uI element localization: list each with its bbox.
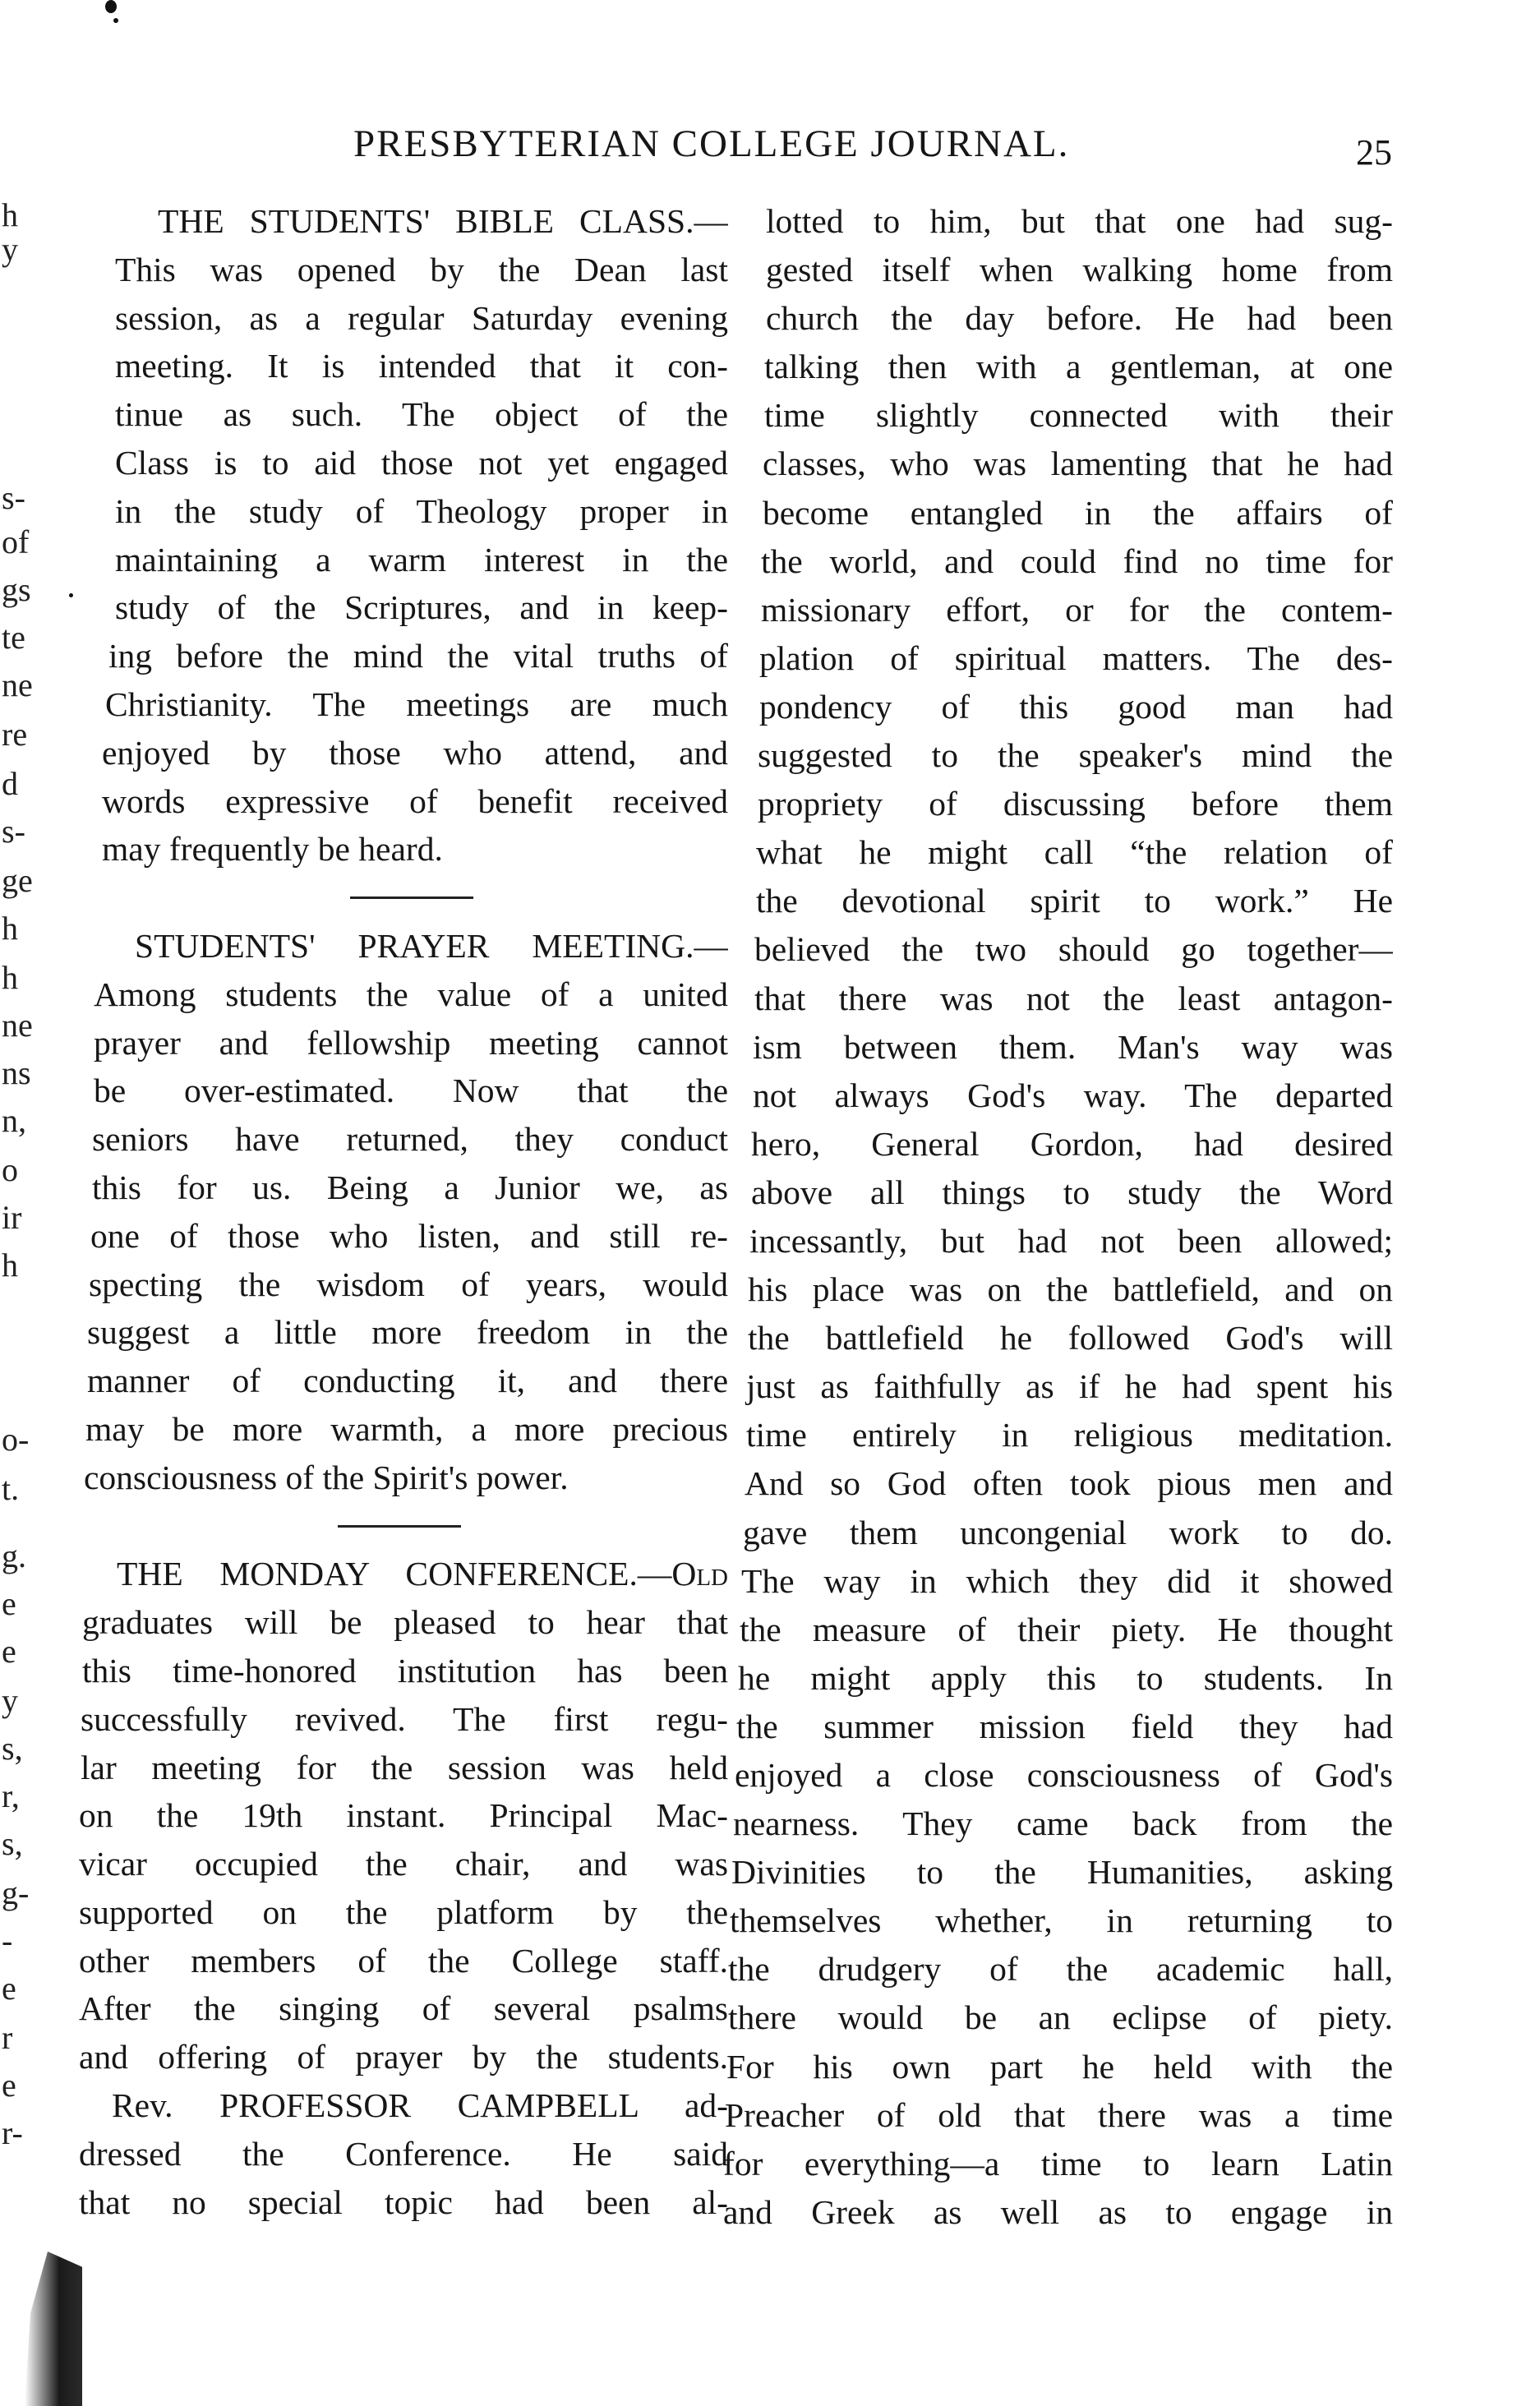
text-line: other members of the College staff. [79,1941,728,1980]
margin-fragment: ns [2,1054,31,1091]
text-line: gave them uncongenial work to do. [743,1513,1393,1551]
text-line: hero, General Gordon, had desired [751,1124,1393,1163]
ink-speck [69,593,73,597]
text-line: prayer and fellowship meeting cannot [94,1023,728,1062]
margin-fragment: ne [2,1007,33,1044]
text-line: missionary effort, or for the contem- [761,590,1393,629]
text-line: graduates will be pleased to hear that [82,1603,728,1642]
text-line: And so God often took pious men and [745,1464,1393,1503]
text-line: may be more warmth, a more precious [85,1409,728,1448]
text-line: that no special topic had been al- [79,2182,728,2221]
margin-fragment: e [2,1633,16,1670]
text-line: this time-honored institution has been [82,1651,728,1689]
section-heading-prayer-meeting: STUDENTS' PRAYER MEETING.— [135,926,728,965]
margin-fragment: ne [2,666,33,703]
text-line: successfully revived. The first regu- [81,1699,728,1738]
text-line: one of those who listen, and still re- [90,1216,728,1255]
text-line: ism between them. Man's way was [753,1027,1393,1066]
text-line: talking then with a gentleman, at one [764,348,1393,386]
text-line: what he might call “the relation of [756,833,1393,872]
text-line: Class is to aid those not yet engaged [115,443,728,482]
margin-fragment: e [2,1970,16,2007]
text-line: maintaining a warm interest in the [115,540,728,578]
margin-fragment: r- [2,2114,23,2151]
left-text-column [79,197,728,2226]
margin-fragment: d [2,765,18,802]
text-line: the devotional spirit to work.” He [756,882,1393,920]
text-line: Divinities to the Humanities, asking [731,1853,1393,1892]
text-line: classes, who was lamenting that he had [763,445,1393,483]
margin-fragment: r [2,2019,13,2056]
text-line: that there was not the least antagon- [754,979,1393,1017]
margin-fragment: g. [2,1537,26,1574]
text-line: time slightly connected with their [764,396,1393,435]
text-line: suggest a little more freedom in the [87,1313,728,1352]
text-line: for everything—a time to learn Latin [723,2144,1393,2182]
text-line: suggested to the speaker's mind the [758,736,1393,775]
text-line: the world, and could find no time for [761,542,1393,580]
margin-fragment: gs [2,571,31,608]
margin-fragment: h [2,196,18,233]
text-line: lar meeting for the session was held [81,1748,728,1786]
text-line: and offering of prayer by the students. [79,2038,728,2076]
text-line: consciousness of the Spirit's power. [84,1458,569,1496]
text-line: meeting. It is intended that it con- [115,347,728,385]
text-line: enjoyed by those who attend, and [102,733,728,772]
divider-rule [350,896,473,899]
ink-speck [113,18,118,23]
right-text-column [723,197,1393,2237]
margin-fragment: h [2,910,18,947]
section-divider [79,1502,728,1551]
text-line: may frequently be heard. [102,830,443,869]
text-line: themselves whether, in returning to [730,1901,1393,1940]
text-line: his place was on the battlefield, and on [748,1270,1393,1309]
margin-fragment: e [2,2067,16,2104]
text-line: This was opened by the Dean last [115,250,728,288]
margin-fragment: s- [2,479,25,516]
text-line: vicar occupied the chair, and was [79,1845,728,1883]
text-line: lotted to him, but that one had sug- [766,202,1393,240]
margin-fragment: t. [2,1470,20,1507]
margin-fragment: te [2,619,25,656]
text-line: words expressive of benefit received [102,781,728,820]
margin-fragment: re [2,716,28,753]
margin-fragment: r, [2,1777,20,1814]
text-line: the drudgery of the academic hall, [728,1950,1393,1989]
text-line: dressed the Conference. He said [79,2134,728,2173]
text-line: Christianity. The meetings are much [105,684,728,723]
text-line: enjoyed a close consciousness of God's [735,1756,1393,1794]
margin-fragment: h [2,1247,18,1284]
margin-fragment: ir [2,1199,22,1236]
margin-fragment: n, [2,1102,26,1139]
text-line: For his own part he held with the [726,2047,1393,2086]
text-line: supported on the platform by the [79,1892,728,1931]
margin-fragment: h [2,959,18,996]
ink-speck [105,0,117,13]
margin-fragment: o- [2,1421,30,1458]
text-line: tinue as such. The object of the [115,395,728,434]
text-line: the battlefield he followed God's will [748,1319,1393,1357]
text-line: just as faithfully as if he had spent his [746,1367,1393,1406]
text-line: not always God's way. The departed [753,1076,1393,1114]
text-line: this for us. Being a Junior we, as [92,1168,728,1206]
section-heading-bible-class: THE STUDENTS' BIBLE CLASS.— [158,202,728,240]
divider-rule [338,1525,461,1528]
text-line: he might apply this to students. In [738,1658,1393,1697]
text-line: in the study of Theology proper in [115,491,728,530]
text-line: pondency of this good man had [759,687,1393,726]
text-line: church the day before. He had been [766,299,1393,338]
section-heading-monday-conference: THE MONDAY CONFERENCE.—Old [117,1555,728,1593]
text-line: and Greek as well as to engage in [723,2192,1393,2231]
margin-fragment: - [2,1922,13,1959]
margin-fragment: o [2,1151,18,1188]
page-edge-shadow [25,2252,82,2406]
margin-fragment: s, [2,1730,23,1767]
text-line: above all things to study the Word [751,1173,1393,1211]
text-line: specting the wisdom of years, would [89,1265,728,1303]
margin-fragment: g- [2,1874,30,1911]
text-line: study of the Scriptures, and in keep- [115,588,728,627]
text-line: session, as a regular Saturday evening [115,298,728,337]
margin-fragment: s, [2,1825,23,1862]
text-line: incessantly, but had not been allowed; [749,1221,1393,1260]
text-line: the measure of their piety. He thought [740,1610,1393,1648]
margin-fragment: of [2,523,30,560]
text-line: ing before the mind the vital truths of [108,637,728,675]
text-line: there would be an eclipse of piety. [728,1998,1393,2037]
text-line: gested itself when walking home from [766,251,1393,289]
text-line: become entangled in the affairs of [763,493,1393,532]
margin-fragment: y [2,1682,18,1719]
margin-fragment: y [2,231,18,268]
text-line: on the 19th instant. Principal Mac- [79,1796,728,1835]
margin-fragment: s- [2,813,25,850]
text-line: believed the two should go together— [754,930,1393,969]
margin-fragment: e [2,1585,16,1622]
page-number: 25 [1356,132,1392,173]
section-divider [79,873,728,922]
text-line-professor-campbell: Rev. PROFESSOR CAMPBELL ad- [112,2086,728,2125]
margin-fragment: ge [2,862,33,899]
text-line: time entirely in religious meditation. [746,1416,1393,1454]
text-line: seniors have returned, they conduct [92,1120,728,1159]
text-line: plation of spiritual matters. The des- [759,638,1393,677]
text-line: nearness. They came back from the [733,1804,1393,1843]
text-line: the summer mission field they had [736,1707,1393,1745]
text-line: After the singing of several psalms [79,1989,728,2028]
text-line: Among students the value of a united [94,975,728,1013]
text-line: Preacher of old that there was a time [725,2095,1393,2134]
text-line: The way in which they did it showed [741,1561,1393,1600]
journal-running-title: PRESBYTERIAN COLLEGE JOURNAL. [353,122,1070,165]
text-line: propriety of discussing before them [758,785,1393,823]
text-line: be over-estimated. Now that the [94,1072,728,1110]
text-line: manner of conducting it, and there [87,1362,728,1400]
